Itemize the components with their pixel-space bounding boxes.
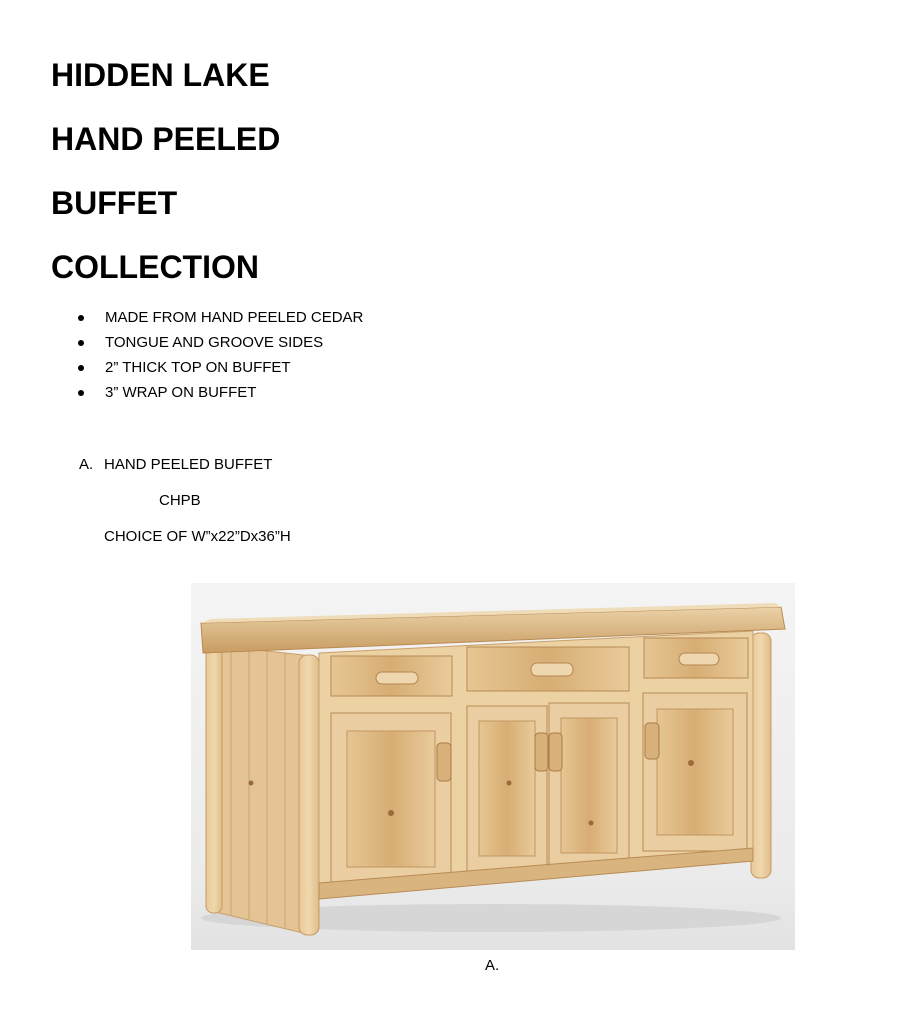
title-line-2: HAND PEELED [51, 121, 281, 157]
item-marker: A. [79, 456, 94, 473]
feature-item: 3” WRAP ON BUFFET [76, 380, 363, 405]
title-line-4: COLLECTION [51, 249, 259, 285]
buffet-illustration [191, 583, 795, 950]
feature-item: TONGUE AND GROOVE SIDES [76, 330, 363, 355]
title-line-3: BUFFET [51, 185, 178, 221]
feature-item: 2” THICK TOP ON BUFFET [76, 355, 363, 380]
item-code: CHPB [159, 492, 201, 509]
feature-list [76, 305, 363, 405]
title-line-1: HIDDEN LAKE [51, 57, 270, 93]
item-size: CHOICE OF W”x22”Dx36”H [104, 528, 291, 545]
photo-caption: A. [485, 957, 500, 974]
feature-item: MADE FROM HAND PEELED CEDAR [76, 305, 363, 330]
item-name: HAND PEELED BUFFET [104, 456, 273, 473]
buffet-photo [191, 583, 795, 950]
